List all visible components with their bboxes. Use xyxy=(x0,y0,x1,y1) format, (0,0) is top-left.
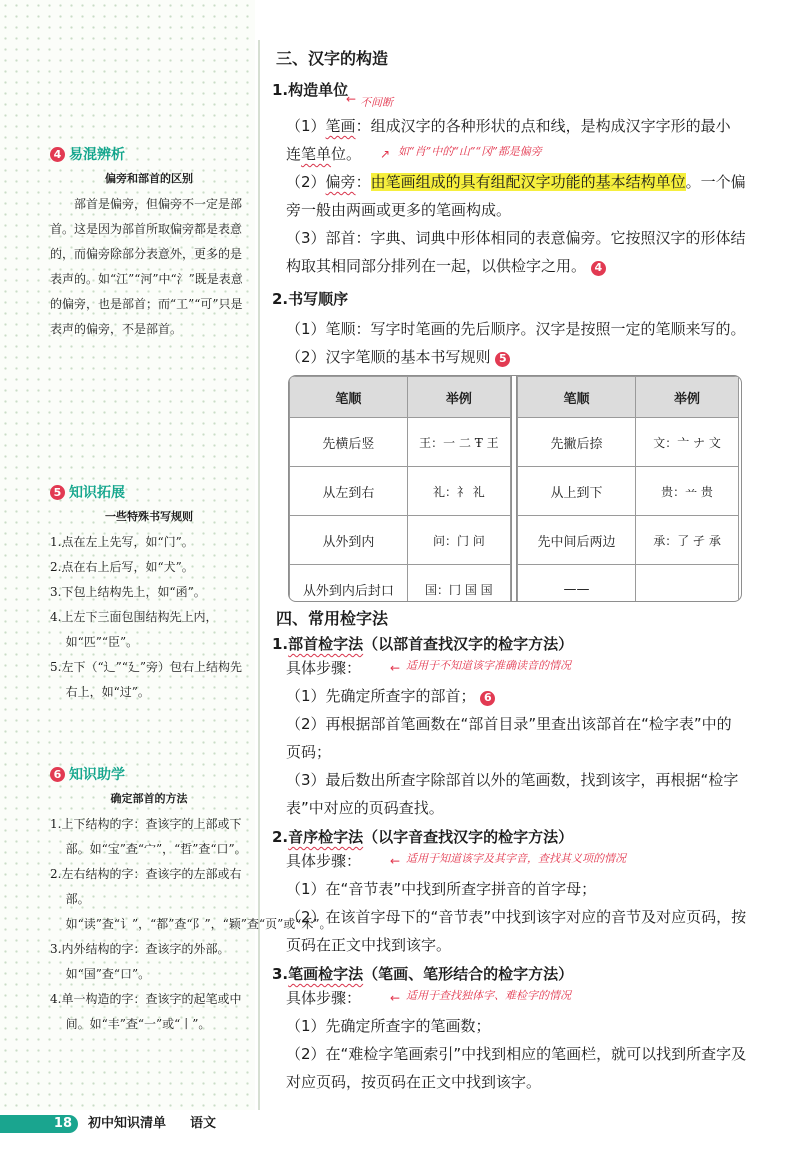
tip-subtitle: 偏旁和部首的区别 xyxy=(105,172,193,185)
tip-confusable xyxy=(50,144,248,342)
paragraph xyxy=(272,343,762,371)
method-number: 2. xyxy=(272,828,289,846)
list-item: 1.上下结构的字：查该字的上部或下部。如“宝”查“宀”，“哲”查“口”。 xyxy=(50,817,247,856)
table-half-right xyxy=(517,376,739,601)
tip-subtitle: 一些特殊书写规则 xyxy=(105,510,193,523)
note-row xyxy=(272,92,762,112)
method-term: 部首检字法 xyxy=(288,635,364,653)
term-radical: 偏旁 xyxy=(325,173,356,191)
paragraph xyxy=(272,112,762,140)
list-item: 2.左右结构的字：查该字的左部或右部。如“读”查“讠”，“都”查“阝”，“颖”查“页”或“禾”。 xyxy=(50,867,332,931)
column-header: 笔顺 xyxy=(290,377,408,418)
paragraph-text: （1）先确定所查字的部首； xyxy=(286,687,476,705)
tip-subtitle: 确定部首的方法 xyxy=(110,792,188,805)
paragraph-text: 连 xyxy=(286,145,302,163)
rule-cell: 先横后竖 xyxy=(290,418,408,467)
subject-label: 语文 xyxy=(190,1116,217,1131)
paragraph xyxy=(272,168,762,196)
table-row xyxy=(518,467,739,516)
arrow-icon: ← xyxy=(390,854,401,868)
tip-header xyxy=(50,482,248,502)
number-badge: 5 xyxy=(50,485,65,500)
method-paren: （笔画、笔形结合的检字方法） xyxy=(363,965,574,983)
method-number: 1. xyxy=(272,635,289,653)
paragraph-prefix: （2） xyxy=(286,173,326,191)
annotation: 不间断 xyxy=(360,96,393,109)
paragraph: （3）最后数出所查字除部首以外的笔画数，找到该字，再根据“检字 xyxy=(286,771,739,789)
list-item: 4.上左下三面包围结构先上内，如“匹”“臣”。 xyxy=(50,610,218,649)
paragraph: （2）在该首字母下的“音节表”中找到该字对应的音节及对应页码，按 xyxy=(286,908,747,926)
paragraph: （2）在“难检字笔画索引”中找到相应的笔画栏，就可以找到所查字及 xyxy=(286,1045,747,1063)
list-item: 3.下包上结构先上，如“函”。 xyxy=(50,585,206,599)
example-cell: 承：了 孑 承 xyxy=(636,516,739,565)
column-divider xyxy=(258,40,260,1110)
example-cell: 王：一 二 Ŧ 王 xyxy=(407,418,510,467)
paragraph-text: ：组成汉字的各种形状的点和线，是构成汉字字形的最小 xyxy=(355,117,731,135)
example-cell: 问：门 问 xyxy=(407,516,510,565)
table-row xyxy=(518,516,739,565)
method-term: 笔画检字法 xyxy=(288,965,364,983)
method-paren: （以字音查找汉字的检字方法） xyxy=(363,828,574,846)
number-badge: 4 xyxy=(50,147,65,162)
paragraph-prefix: （1） xyxy=(286,117,326,135)
list-item: 5.左下（“辶”“廴”旁）包右上结构先右上，如“过”。 xyxy=(50,660,242,699)
paragraph-text: （2）汉字笔顺的基本书写规则 xyxy=(286,348,491,366)
paragraph-text: 位。 xyxy=(331,145,362,163)
column-header: 举例 xyxy=(407,377,510,418)
rule-cell: —— xyxy=(518,565,636,603)
example-cell: 国：冂 国 国 xyxy=(407,565,510,603)
term-stroke: 笔画 xyxy=(325,117,356,135)
example-cell: 文：亠 ナ 文 xyxy=(636,418,739,467)
example-cell: 礼：礻 礼 xyxy=(407,467,510,516)
main-content-lower xyxy=(272,606,762,1096)
number-badge: 5 xyxy=(495,352,510,367)
paragraph xyxy=(272,252,762,280)
stroke-order-table xyxy=(288,375,742,602)
arrow-icon: ↗ xyxy=(380,147,391,161)
paragraph: （2）再根据部首笔画数在“部首目录”里查出该部首在“检字表”中的 xyxy=(286,715,732,733)
arrow-icon: ← xyxy=(390,991,401,1005)
table-row xyxy=(290,467,511,516)
list-item: 3.内外结构的字：查该字的外部。如“国”查“口”。 xyxy=(50,942,230,981)
paragraph: 页码在正文中找到该字。 xyxy=(286,936,452,954)
rule-cell: 从左到右 xyxy=(290,467,408,516)
subsection-title: 2.书写顺序 xyxy=(272,290,349,308)
tip-header xyxy=(50,764,248,784)
method-title xyxy=(272,633,762,654)
highlighted-definition: 由笔画组成的具有组配汉字功能的基本结构单位 xyxy=(370,173,686,191)
number-badge: 6 xyxy=(50,767,65,782)
paragraph: （1）笔顺：写字时笔画的先后顺序。汉字是按照一定的笔顺来写的。 xyxy=(286,320,746,338)
paragraph: 表”中对应的页码查找。 xyxy=(286,799,444,817)
table xyxy=(289,376,511,602)
tip-title: 易混辨析 xyxy=(69,147,125,163)
method-number: 3. xyxy=(272,965,289,983)
tip-extension xyxy=(50,482,248,705)
list-item: 2.点在右上后写，如“犬”。 xyxy=(50,560,194,574)
paragraph xyxy=(272,682,762,710)
paragraph: 旁一般由两画或更多的笔画构成。 xyxy=(286,201,512,219)
rule-cell: 先中间后两边 xyxy=(518,516,636,565)
paragraph-text: 。一个偏 xyxy=(685,173,746,191)
column-header: 笔顺 xyxy=(518,377,636,418)
example-cell: 贵：䒑 贵 xyxy=(636,467,739,516)
rule-cell: 从外到内 xyxy=(290,516,408,565)
rule-cell: 从外到内后封口 xyxy=(290,565,408,603)
tip-body: 部首是偏旁，但偏旁不一定是部首。这是因为部首所取偏旁都是表意的，而偏旁除部分表意外，更多的是表声的。如“江”“河”中“氵”既是表意的偏旁，也是部首；而“工”“可”只是表声的偏旁，不是部首。 xyxy=(50,197,243,336)
method-paren: （以部首查找汉字的检字方法） xyxy=(363,635,574,653)
arrow-icon: ← xyxy=(346,92,357,106)
tip-title: 知识拓展 xyxy=(69,485,125,501)
annotation: 如“肖”中的“山”“冈”都是偏旁 xyxy=(398,145,542,158)
annotation: 适用于不知道该字准确读音的情况 xyxy=(406,659,571,672)
term-continuous: 笔单 xyxy=(301,145,332,163)
table-row xyxy=(290,565,511,603)
annotation: 适用于查找独体字、难检字的情况 xyxy=(406,989,571,1002)
annotation: 适用于知道该字及其字音，查找其义项的情况 xyxy=(406,852,626,865)
table-row xyxy=(290,516,511,565)
paragraph-text: ： xyxy=(355,173,371,191)
list-item: 4.单一构造的字：查该字的起笔或中间。如“丰”查“一”或“丨”。 xyxy=(50,992,242,1031)
method-title xyxy=(272,826,762,847)
method-term: 音序检字法 xyxy=(288,828,364,846)
arrow-icon: ← xyxy=(390,661,401,675)
tip-list xyxy=(50,530,248,705)
table-header-row xyxy=(518,377,739,418)
table-header-row xyxy=(290,377,511,418)
tip-header xyxy=(50,144,248,164)
page-number: 18 xyxy=(0,1115,78,1133)
table xyxy=(517,376,739,602)
number-badge: 6 xyxy=(480,691,495,706)
paragraph xyxy=(272,140,762,168)
example-cell xyxy=(636,565,739,603)
rule-cell: 从上到下 xyxy=(518,467,636,516)
column-header: 举例 xyxy=(636,377,739,418)
table-half-left xyxy=(289,376,511,601)
main-content xyxy=(272,46,762,371)
rule-cell: 先撇后捺 xyxy=(518,418,636,467)
steps-label: 具体步骤： xyxy=(286,989,362,1007)
method-title xyxy=(272,963,762,984)
paragraph: （1）在“音节表”中找到所查字拼音的首字母； xyxy=(286,880,597,898)
paragraph xyxy=(272,984,762,1012)
book-title: 初中知识清单 xyxy=(88,1116,167,1131)
list-item: 1.点在左上先写，如“门”。 xyxy=(50,535,194,549)
steps-label: 具体步骤： xyxy=(286,852,362,870)
table-row xyxy=(518,418,739,467)
tip-title: 知识助学 xyxy=(69,767,125,783)
table-row xyxy=(518,565,739,603)
section-title: 四、常用检字法 xyxy=(276,609,389,628)
steps-label: 具体步骤： xyxy=(286,659,362,677)
paragraph: （3）部首：字典、词典中形体相同的表意偏旁。它按照汉字的形体结 xyxy=(286,229,746,247)
number-badge: 4 xyxy=(591,261,606,276)
page-footer xyxy=(0,1110,800,1160)
paragraph xyxy=(272,847,762,875)
paragraph: 对应页码，按页码在正文中找到该字。 xyxy=(286,1073,542,1091)
paragraph: 页码； xyxy=(286,743,332,761)
subsection-title: 1.构造单位 xyxy=(272,81,349,99)
section-title: 三、汉字的构造 xyxy=(276,49,389,68)
table-row xyxy=(290,418,511,467)
paragraph xyxy=(272,654,762,682)
paragraph: （1）先确定所查字的笔画数； xyxy=(286,1017,491,1035)
paragraph-text: 构取其相同部分排列在一起，以供检字之用。 xyxy=(286,257,587,275)
